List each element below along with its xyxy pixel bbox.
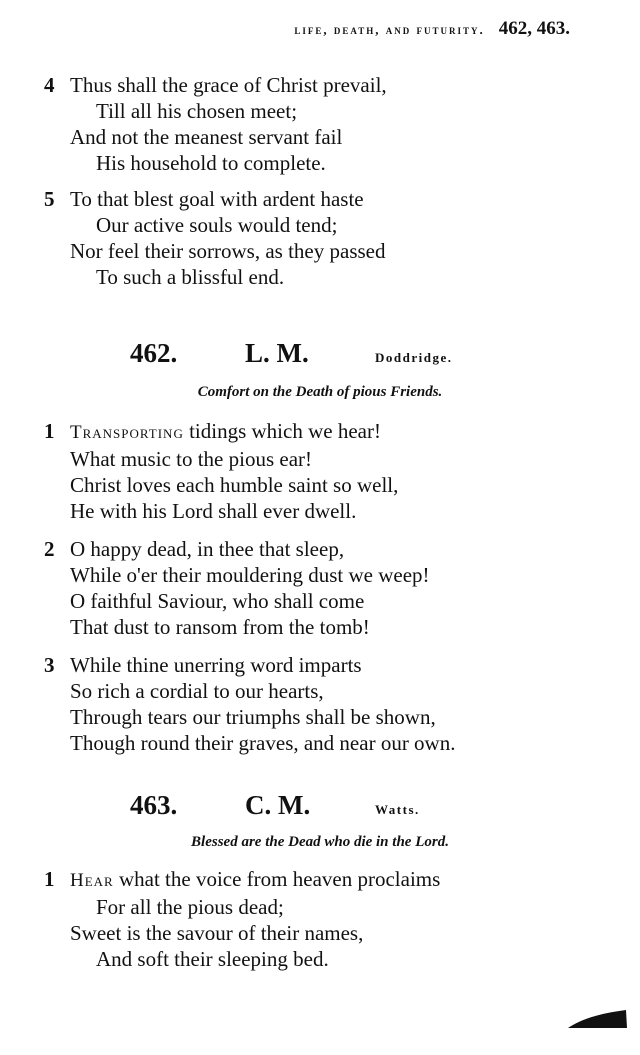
hymn-462-subtitle: Comfort on the Death of pious Friends. xyxy=(197,384,443,400)
hymn-meter: C. M. xyxy=(245,790,311,820)
verse-line: Nor feel their sorrows, as they passed xyxy=(70,239,386,263)
verse-5 xyxy=(44,186,604,290)
hymn-number: 463. xyxy=(130,790,178,820)
verse-line: While o'er their mouldering dust we weep! xyxy=(70,563,430,587)
verse-line: Though round their graves, and near our own. xyxy=(70,731,456,755)
verse-line: So rich a cordial to our hearts, xyxy=(70,679,324,703)
hymn-author: Doddridge. xyxy=(375,350,453,365)
verse-line: His household to complete. xyxy=(96,151,326,175)
verse-4 xyxy=(44,72,604,176)
verse-number: 4 xyxy=(44,73,55,97)
hymn-462-verse-3 xyxy=(44,652,604,756)
verse-line: 3 While thine unerring word imparts xyxy=(44,653,362,677)
initial-word: Transporting xyxy=(70,422,184,443)
verse-number: 1 xyxy=(44,419,55,443)
running-title: life, death, and futurity. xyxy=(294,22,485,37)
hymn-meter: L. M. xyxy=(245,338,309,368)
verse-line: 2 O happy dead, in thee that sleep, xyxy=(44,537,345,561)
hymn-463-verse-1 xyxy=(44,866,604,972)
verse-line: Through tears our triumphs shall be shown, xyxy=(70,705,436,729)
verse-number: 3 xyxy=(44,653,55,677)
hymn-number: 462. xyxy=(130,338,178,368)
hymn-463-subtitle: Blessed are the Dead who die in the Lord. xyxy=(191,834,449,850)
verse-line: Sweet is the savour of their names, xyxy=(70,921,364,945)
verse-line: Our active souls would tend; xyxy=(96,213,338,237)
initial-word: Hear xyxy=(70,870,114,891)
hymn-462-heading xyxy=(130,338,550,369)
verse-line: O faithful Saviour, who shall come xyxy=(70,589,365,613)
ink-blot xyxy=(566,1008,628,1030)
running-header xyxy=(150,18,570,40)
verse-line: What music to the pious ear! xyxy=(70,447,313,471)
verse-line: Till all his chosen meet; xyxy=(96,99,298,123)
verse-line: 1 Transporting tidings which we hear! xyxy=(44,419,381,443)
verse-line: 5 To that blest goal with ardent haste xyxy=(44,187,364,211)
verse-line: Christ loves each humble saint so well, xyxy=(70,473,399,497)
verse-line: 4 Thus shall the grace of Christ prevail, xyxy=(44,73,387,97)
hymn-462-verse-1 xyxy=(44,418,604,524)
hymn-author: Watts. xyxy=(375,802,420,817)
hymn-463-heading xyxy=(130,790,550,821)
verse-line: 1 Hear what the voice from heaven proclaims xyxy=(44,867,441,891)
verse-number: 2 xyxy=(44,537,55,561)
verse-number: 5 xyxy=(44,187,55,211)
hymn-462-verse-2 xyxy=(44,536,604,640)
verse-line: For all the pious dead; xyxy=(96,895,284,919)
page-numbers: 462, 463. xyxy=(498,18,570,39)
verse-line: And soft their sleeping bed. xyxy=(96,947,329,971)
verse-line: And not the meanest servant fail xyxy=(70,125,343,149)
verse-number: 1 xyxy=(44,867,55,891)
verse-line: To such a blissful end. xyxy=(96,265,285,289)
verse-line: That dust to ransom from the tomb! xyxy=(70,615,370,639)
verse-line: He with his Lord shall ever dwell. xyxy=(70,499,357,523)
